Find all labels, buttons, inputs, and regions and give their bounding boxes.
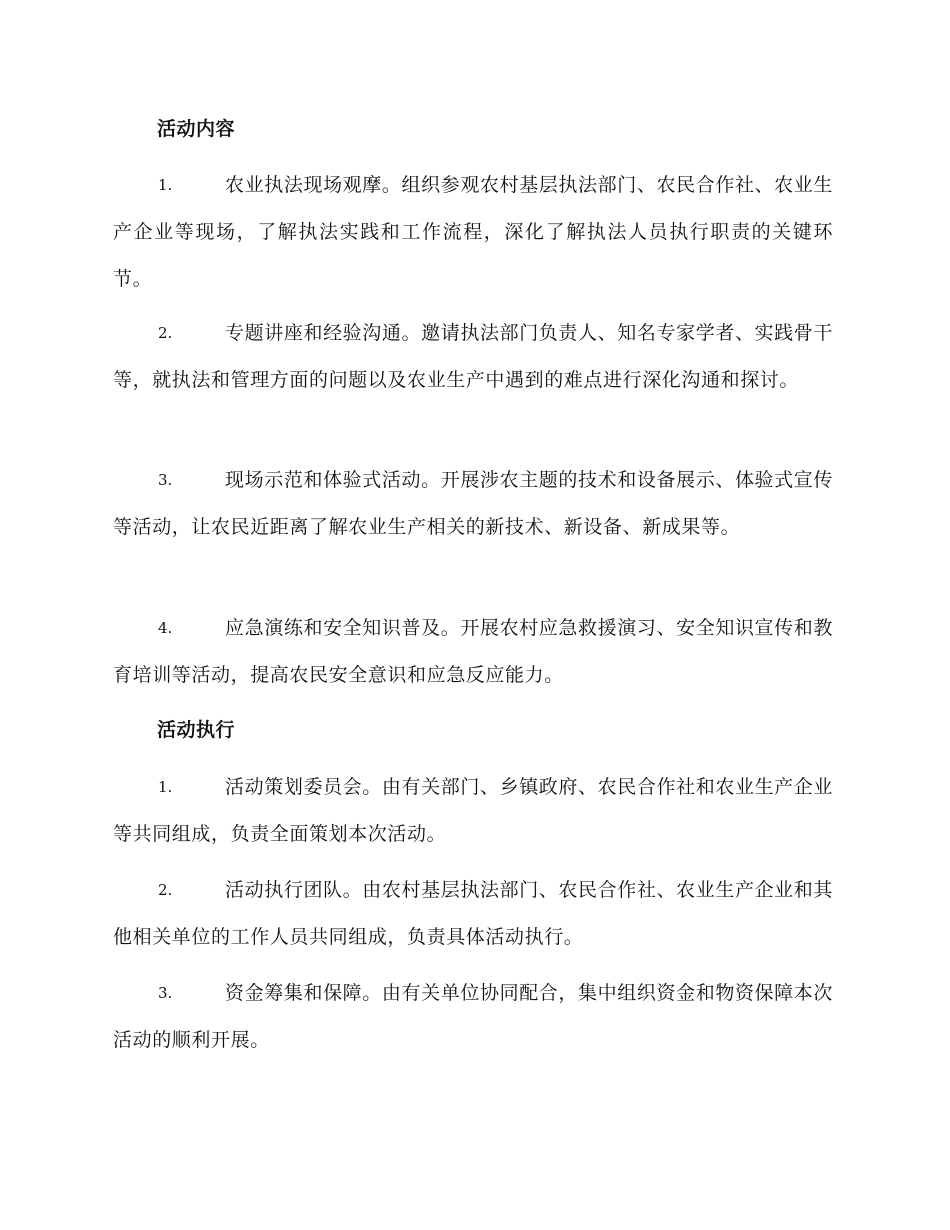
list-item-text: 活动执行团队。由农村基层执法部门、农民合作社、农业生产企业和其他相关单位的工作人员共同组成，负责具体活动执行。	[113, 879, 833, 948]
list-item-number: 2.	[158, 881, 173, 899]
list-item-number: 3.	[158, 471, 173, 489]
list-item	[113, 867, 833, 961]
list-item-number: 3.	[158, 984, 173, 1002]
list-item-text: 农业执法现场观摩。组织参观农村基层执法部门、农民合作社、农业生产企业等现场，了解执法实践和工作流程，深化了解执法人员执行职责的关键环节。	[113, 174, 833, 290]
list-item	[113, 457, 833, 551]
section-heading-activity-content: 活动内容	[157, 118, 236, 140]
list-item-number: 1.	[158, 778, 173, 796]
section-heading-activity-execution: 活动执行	[157, 719, 236, 741]
list-item	[113, 310, 833, 404]
list-item-number: 2.	[158, 324, 173, 342]
list-item	[113, 162, 833, 303]
list-item-text: 活动策划委员会。由有关部门、乡镇政府、农民合作社和农业生产企业等共同组成，负责全面策划本次活动。	[113, 776, 833, 845]
list-item-text: 应急演练和安全知识普及。开展农村应急救援演习、安全知识宣传和教育培训等活动，提高农民安全意识和应急反应能力。	[113, 617, 833, 686]
list-item-number: 4.	[158, 619, 173, 637]
list-item-text: 专题讲座和经验沟通。邀请执法部门负责人、知名专家学者、实践骨干等，就执法和管理方面的问题以及农业生产中遇到的难点进行深化沟通和探讨。	[113, 322, 833, 391]
list-item	[113, 764, 833, 858]
list-item-number: 1.	[158, 176, 173, 194]
list-item	[113, 970, 833, 1064]
list-item-text: 资金筹集和保障。由有关单位协同配合，集中组织资金和物资保障本次活动的顺利开展。	[113, 982, 833, 1051]
list-item-text: 现场示范和体验式活动。开展涉农主题的技术和设备展示、体验式宣传等活动，让农民近距离了解农业生产相关的新技术、新设备、新成果等。	[113, 469, 833, 538]
list-item	[113, 605, 833, 699]
